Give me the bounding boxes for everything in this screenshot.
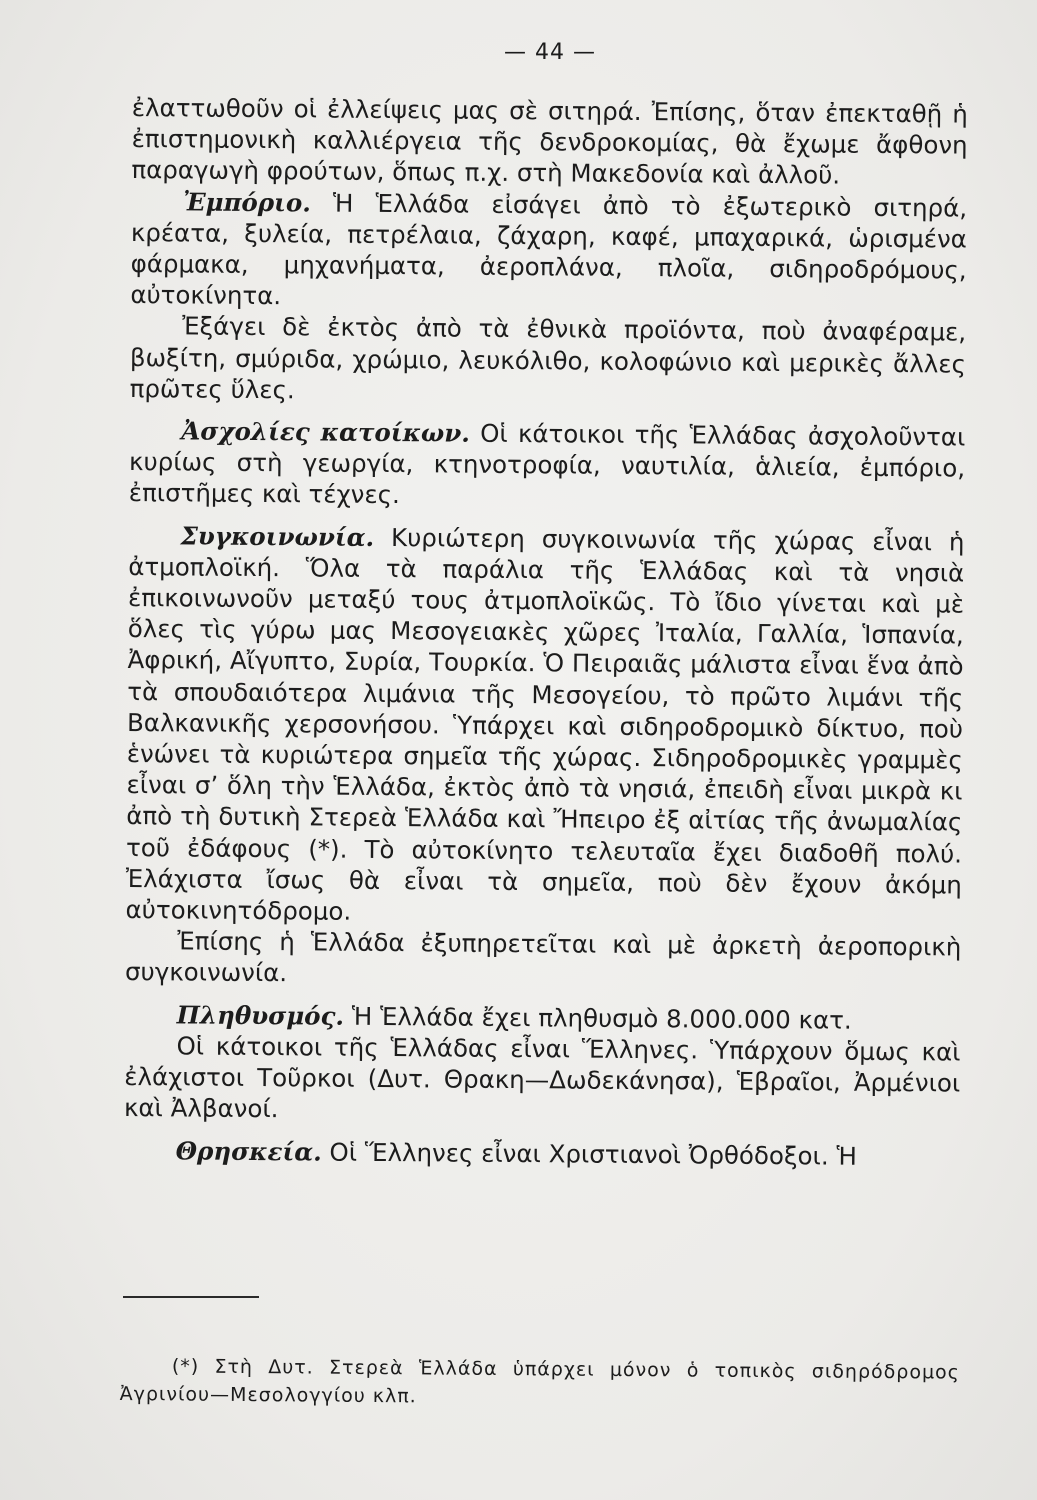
heading-religion: Θρησκεία. [175,1135,322,1167]
paragraph-air-transport: Ἐπίσης ἡ Ἑλλάδα ἐξυπηρετεῖται καὶ μὲ ἀρκετὴ ἀεροπορικὴ συγκοινωνία. [124,926,962,988]
paragraph-occupations [129,415,966,515]
population-text: Ἡ Ἑλλάδα ἔχει πληθυσμὸ 8.000.000 κατ. [351,1001,852,1035]
paragraph-exports: Ἐξάγει δὲ ἐκτὸς ἀπὸ τὰ ἐθνικὰ προϊόντα, ποὺ ἀναφέραμε, βωξίτη, σμύριδα, χρώμιο, λευκόλιθο, κολοφώνιο καὶ μερικὲς ἄλλες πρῶτες ὕλες. [129,311,967,405]
occupations-text: Οἱ κάτοικοι τῆς Ἑλλάδας ἀσχολοῦνται κυρίως στὴ γεωργία, κτηνοτροφία, ναυτιλία, ἁλιεία, ἐμπόριο, ἐπιστῆμες καὶ τέχνες. [128,418,966,510]
paragraph-inhabitants: Οἱ κάτοικοι τῆς Ἑλλάδας εἶναι Ἕλληνες. Ὑπάρχουν ὅμως καὶ ἐλάχιστοι Τοῦρκοι (Δυτ. Θρακη—Δωδεκάνησα), Ἑβραῖοι, Ἀρμένιοι καὶ Ἀλβανοί. [123,1031,961,1124]
paragraph-grain-fruit: ἐλαττωθοῦν οἱ ἐλλείψεις μας σὲ σιτηρά. Ἐπίσης, ὅταν ἐπεκταθῇ ἡ ἐπιστημονικὴ καλλιέργεια τῆς δενδροκομίας, θὰ ἔχωμε ἄφθονη παραγωγὴ φρούτων, ὅπως π.χ. στὴ Μακεδονία καὶ ἀλλοῦ. [131,92,968,190]
heading-commerce: Ἐμπόριο. [183,187,311,218]
main-text [124,92,968,1172]
commerce-imports-text: Ἡ Ἑλλάδα εἰσάγει ἀπὸ τὸ ἐξωτερικὸ σιτηρά, κρέατα, ξυλεία, πετρέλαια, ζάχαρη, καφέ, μπαχαρικά, ὡρισμένα φάρμακα, μηχανήματα, ἀεροπλάνα, πλοῖα, σιδηροδρόμους, αὐτοκίνητα. [130,188,968,311]
heading-transport: Συγκοινωνία. [180,521,375,552]
page-number: — 44 — [504,40,596,65]
footnote-divider [123,1296,259,1298]
heading-population: Πληθυσμός. [176,1000,345,1031]
paragraph-commerce [130,186,967,317]
heading-occupations: Ἀσχολίες κατοίκων. [181,416,470,448]
footnote-text: (*) Στὴ Δυτ. Στερεὰ Ἑλλάδα ὑπάρχει μόνον ὁ τοπικὸς σιδηρόδρομος Ἀγρινίου—Μεσολογγίου κλπ. [119,1355,960,1408]
footnote [120,1352,960,1415]
paragraph-religion [124,1134,960,1172]
transport-text: Κυριώτερη συγκοινωνία τῆς χώρας εἶναι ἡ ἀτμοπλοϊκή. Ὅλα τὰ παράλια τῆς Ἑλλάδας καὶ τὰ νησιὰ ἐπικοινωνοῦν μεταξύ τους ἀτμοπλοϊκῶς. Τὸ ἴδιο γίνεται καὶ μὲ ὅλες τὶς γύρω μας Μεσογειακὲς χῶρες Ἰταλία, Γαλλία, Ἱσπανία, Ἀφρική, Αἴγυπτο, Συρία, Τουρκία. Ὁ Πειραιᾶς μάλιστα εἶναι ἕνα ἀπὸ τὰ σπουδαιότερα λιμάνια τῆς Μεσογείου, τὸ πρῶτο λιμάνι τῆς Βαλκανικῆς χερσονήσου. Ὑπάρχει καὶ σιδηροδρομικὸ δίκτυο, ποὺ ἑνώνει τὰ κυριώτερα σημεῖα τῆς χώρας. Σιδηροδρομικὲς γραμμὲς εἶναι σ’ ὅλη τὴν Ἑλλάδα, ἐκτὸς ἀπὸ τὰ νησιά, ἐπειδὴ εἶναι μικρὰ κι ἀπὸ τὴ δυτικὴ Στερεὰ Ἑλλάδα καὶ Ἤπειρο ἐξ αἰτίας τῆς ἀνωμαλίας τοῦ ἐδάφους (*). Τὸ αὐτοκίνητο τελευταῖα ἔχει διαδοθῆ πολύ. Ἐλάχιστα ἴσως θὰ εἶναι τὰ σημεῖα, ποὺ δὲν ἔχουν ἀκόμη αὐτοκινητόδρομο. [125,522,965,926]
paragraph-transport [125,520,964,932]
religion-text: Οἱ Ἕλληνες εἶναι Χριστιανοὶ Ὀρθόδοξοι. Ἡ [329,1137,858,1171]
